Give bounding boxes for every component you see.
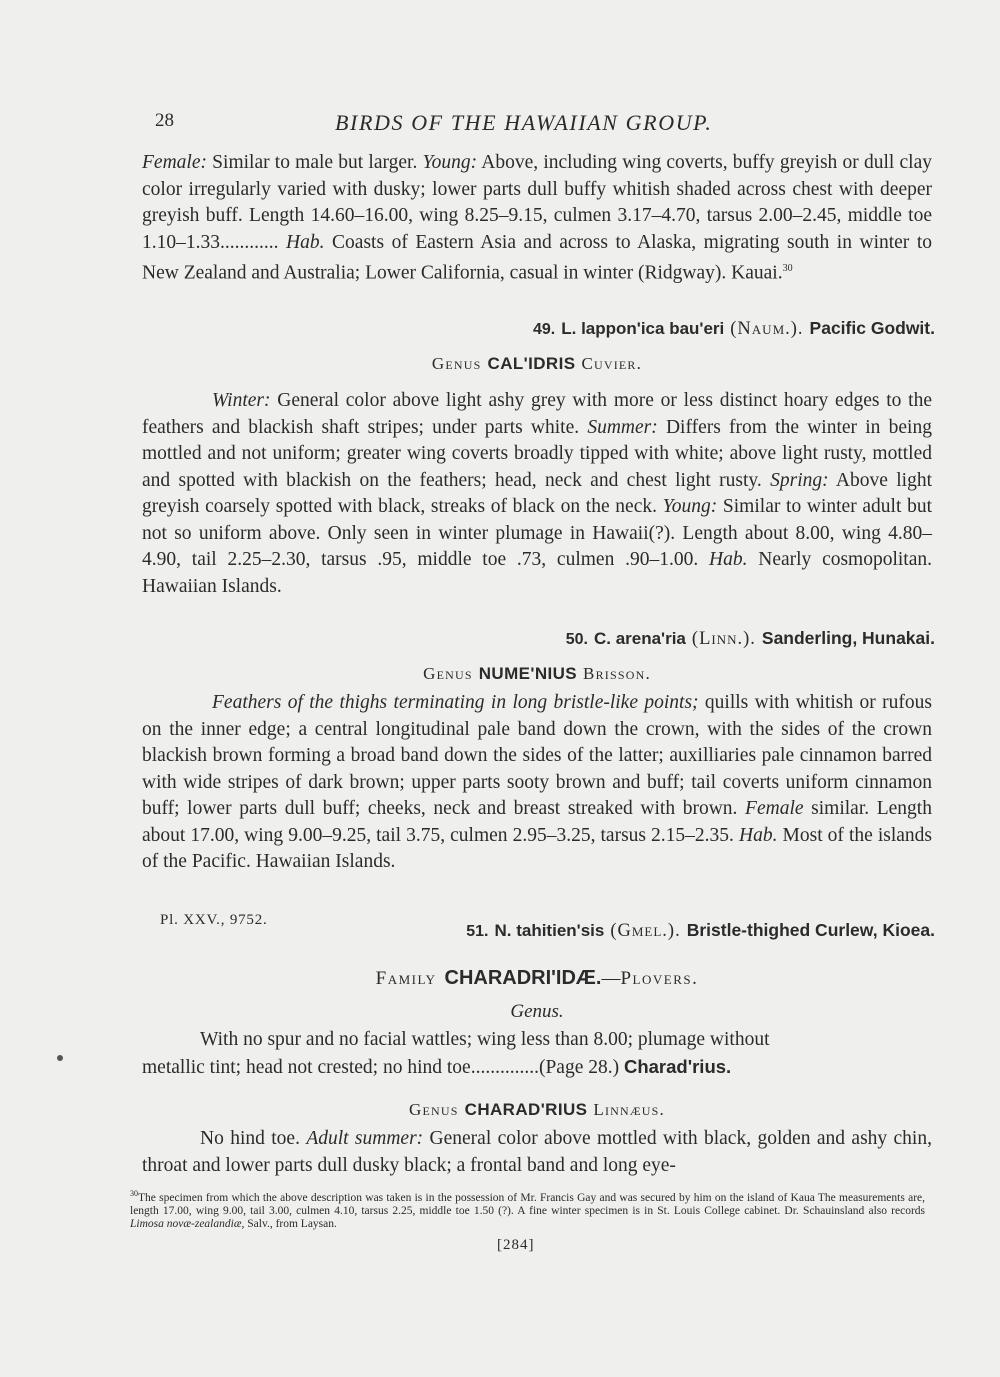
genus-label: Genus bbox=[431, 354, 482, 373]
paragraph-female-young bbox=[142, 150, 932, 287]
genus-heading-numenius bbox=[142, 664, 932, 684]
charadrius-text-1: No hind toe. bbox=[200, 1128, 307, 1149]
species-authority: (Gmel.). bbox=[610, 921, 681, 941]
species-scientific-name: C. arena'ria bbox=[593, 629, 686, 648]
paragraph-numenius bbox=[142, 690, 932, 876]
genus-label: Genus bbox=[409, 1100, 459, 1119]
young-text: Similar to winter adult but not so uniform above. Only seen in winter plumage in Hawaii(?). Length about 8.00, wing 4.80–4.90, tail 2.25–2.30, tarsus .95, middle toe .73, culmen .90–1.00. bbox=[142, 496, 932, 570]
family-dash: — bbox=[601, 968, 621, 989]
signature-mark: [284] bbox=[497, 1237, 535, 1253]
adult-summer-label: Adult summer: bbox=[306, 1128, 424, 1149]
paragraph-calidris bbox=[142, 388, 932, 600]
footnote-italic-name: Limosa novæ-zealandiæ bbox=[130, 1217, 242, 1230]
species-common-name: Sanderling, Hunakai. bbox=[761, 628, 935, 648]
genus-authority: Brisson. bbox=[583, 664, 651, 683]
species-common-name: Pacific Godwit. bbox=[809, 318, 935, 338]
key-genus-name: Charad'rius. bbox=[623, 1056, 732, 1077]
species-heading-51 bbox=[466, 920, 935, 942]
female-label: Female: bbox=[142, 152, 207, 173]
footnote-text-2: , Salv., from Laysan. bbox=[241, 1217, 337, 1230]
habitat-label: Hab. bbox=[709, 549, 748, 570]
margin-dot bbox=[57, 1055, 63, 1061]
genus-authority: Linnæus. bbox=[593, 1100, 665, 1119]
numenius-text-2: similar. Length about 17.00, wing 9.00–9.25, tail 3.75, culmen 2.95–3.25, tarsus 2.15–2.35. bbox=[142, 798, 932, 846]
summer-text: Differs from the winter in being mottled and not uniform; greater wing coverts broadly tipped with white; above light rusty, mottled and spotted with blackish on the feathers; head, neck and chest light rusty. bbox=[142, 416, 932, 491]
winter-label: Winter: bbox=[212, 390, 271, 411]
species-heading-49 bbox=[533, 318, 935, 340]
family-name: CHARADRI'IDÆ. bbox=[444, 967, 602, 989]
page-title: BIRDS OF THE HAWAIIAN GROUP. bbox=[335, 110, 713, 135]
key-line-1: With no spur and no facial wattles; wing less than 8.00; plumage without bbox=[200, 1029, 770, 1050]
numenius-text-1: quills with whitish or rufous on the inner edge; a central longitudinal pale band down the crown, with the sides of the crown blackish brown forming a broad band down the sides of the latter; auxilliaries pale cinnamon barred with wide stripes of dark brown; upper parts sooty brown and buff; tail coverts uniform cinnamon buff; lower parts dull buff; cheeks, neck and breast streaked with brown. bbox=[142, 692, 932, 819]
spring-label: Spring: bbox=[770, 469, 829, 491]
species-authority: (Naum.). bbox=[730, 319, 804, 339]
genus-heading-calidris bbox=[142, 354, 932, 374]
key-line-2 bbox=[142, 1054, 932, 1082]
page-number: 28 bbox=[155, 110, 174, 131]
genus-name: CAL'IDRIS bbox=[487, 354, 576, 373]
winter-text: General color above light ashy grey with more or less distinct hoary edges to the feathers and blackish shaft stripes; under parts white. bbox=[142, 390, 932, 438]
running-header bbox=[155, 110, 935, 140]
key-line-2-text: metallic tint; head not crested; no hind toe..............(Page 28.) bbox=[142, 1057, 624, 1078]
species-authority: (Linn.). bbox=[691, 629, 756, 649]
female-label: Female bbox=[745, 798, 804, 819]
footnote-marker: 30 bbox=[130, 1189, 138, 1198]
habitat-text: Nearly cosmopolitan. Hawaiian Islands. bbox=[142, 549, 933, 597]
species-heading-50 bbox=[566, 628, 935, 650]
species-number: 50. bbox=[565, 631, 588, 648]
family-common-name: Plovers. bbox=[620, 968, 699, 989]
family-heading bbox=[142, 967, 932, 990]
footnote bbox=[130, 1187, 925, 1231]
species-scientific-name: N. tahitien'sis bbox=[494, 921, 605, 940]
footnote-reference: 30 bbox=[782, 263, 793, 274]
genus-heading-charadrius bbox=[142, 1100, 932, 1120]
paragraph-charadrius bbox=[142, 1126, 932, 1179]
species-number: 51. bbox=[466, 923, 489, 940]
charadrius-text-2: General color above mottled with black, golden and ashy chin, throat and lower parts dull dusky black; a frontal band and long eye- bbox=[142, 1128, 932, 1176]
young-text: Above, including wing coverts, buffy greyish or dull clay color irregularly varied with dusky; lower parts dull buffy whitish shaded across chest with deeper greyish buff. Length 14.60–16.00, wing 8.25–9.15, culmen 3.17–4.70, tarsus 2.00–2.45, middle toe 1.10–1.33............ bbox=[142, 152, 932, 253]
genus-subheading: Genus. bbox=[510, 1001, 564, 1022]
habitat-label: Hab. bbox=[286, 231, 325, 253]
genus-authority: Cuvier. bbox=[581, 354, 643, 373]
young-label: Young: bbox=[662, 496, 718, 517]
genus-name: CHARAD'RIUS bbox=[464, 1100, 588, 1119]
footnote-text-1: The specimen from which the above description was taken is in the possession of Mr. Francis Gay and was secured by him on the island of Kaua The measurements are, length 17.00, wing 9.00, tail 3.00, culmen 4.10, tarsus 2.25, middle toe 1.50 (?). A fine winter specimen is in St. Louis College cabinet. Dr. Schauinsland also records bbox=[130, 1191, 925, 1217]
genus-label: Genus bbox=[423, 664, 473, 683]
spring-text: Above light greyish coarsely spotted with black, streaks of black on the neck. bbox=[142, 469, 932, 517]
habitat-text: Coasts of Eastern Asia and across to Alaska, migrating south in winter to New Zealand and Australia; Lower California, casual in winter (Ridgway). Kauai. bbox=[142, 231, 932, 284]
thigh-feathers-italic: Feathers of the thighs terminating in long bristle-like points; bbox=[212, 692, 699, 713]
female-text: Similar to male but larger. bbox=[206, 152, 423, 173]
species-common-name: Bristle-thighed Curlew, Kioea. bbox=[686, 920, 935, 940]
young-label: Young: bbox=[422, 152, 478, 173]
plate-reference: Pl. XXV., 9752. bbox=[160, 912, 268, 928]
summer-label: Summer: bbox=[587, 416, 658, 438]
habitat-label: Hab. bbox=[739, 824, 778, 846]
family-label: Family bbox=[375, 968, 437, 989]
species-scientific-name: L. lappon'ica bau'eri bbox=[561, 319, 725, 338]
habitat-text: Most of the islands of the Pacific. Hawaiian Islands. bbox=[142, 824, 932, 872]
species-number: 49. bbox=[533, 321, 556, 338]
genus-name: NUME'NIUS bbox=[478, 664, 578, 683]
